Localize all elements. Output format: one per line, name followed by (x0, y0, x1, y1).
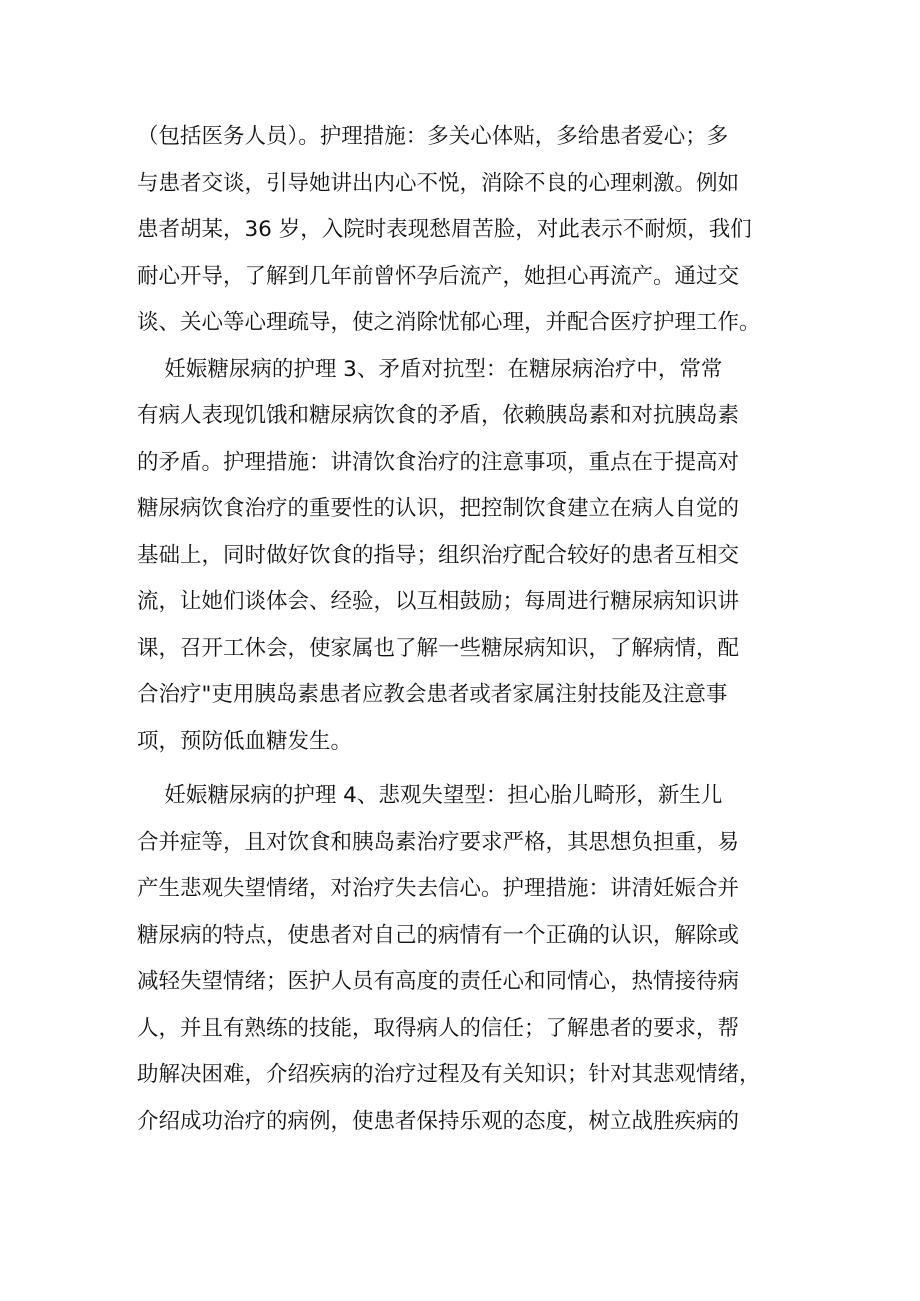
text-line: 合并症等，且对饮食和胰岛素治疗要求严格，其思想负担重，易 (137, 829, 740, 855)
text-line: 减轻失望情绪；医护人员有高度的责任心和同情心，热情接待病 (137, 969, 740, 994)
text-line: 基础上，同时做好饮食的指导；组织治疗配合较好的患者互相交 (137, 542, 740, 568)
text-line: 介绍成功治疗的病例，使患者保持乐观的态度，树立战胜疾病的 (137, 1108, 740, 1134)
text-line: 合治疗"吏用胰岛素患者应教会患者或者家属注射技能及注意事 (137, 682, 728, 707)
text-line: 与患者交谈，引导她讲出内心不悦，消除不良的心理刺激。例如 (137, 170, 740, 196)
paragraph-spacer (137, 765, 797, 773)
text-line: 患者胡某，36 岁，入院时表现愁眉苦脸，对此表示不耐烦，我们 (137, 217, 752, 242)
text-line: 产生悲观失望情绪，对治疗失去信心。护理措施：讲清妊娠合并 (137, 876, 740, 901)
text-line: 耐心开导，了解到几年前曾怀孕后流产，她担心再流产。通过交 (137, 263, 740, 289)
text-line: 妊娠糖尿病的护理 4、悲观失望型：担心胎儿畸形，新生儿 (137, 783, 723, 808)
text-line: 课，召开工休会，使家属也了解一些糖尿病知识，了解病情，配 (137, 635, 740, 661)
body-text (137, 114, 797, 1145)
paragraph-2 (137, 347, 797, 766)
text-line: 谈、关心等心理疏导，使之消除忧郁心理，并配合医疗护理工作。 (137, 310, 761, 335)
text-line: 有病人表现饥饿和糖尿病饮食的矛盾，依赖胰岛素和对抗胰岛素 (137, 403, 740, 428)
paragraph-1 (137, 114, 797, 347)
text-line: 助解决困难，介绍疾病的治疗过程及有关知识；针对其悲观情绪， (137, 1062, 761, 1087)
text-line: 糖尿病饮食治疗的重要性的认识，把控制饮食建立在病人自觉的 (137, 496, 740, 521)
text-line: 的矛盾。护理措施：讲清饮食治疗的注意事项，重点在于提高对 (137, 449, 740, 475)
text-line: 流，让她们谈体会、经验，以互相鼓励；每周进行糖尿病知识讲 (137, 589, 740, 614)
paragraph-3 (137, 773, 797, 1145)
text-line: 项，预防低血糖发生。 (137, 728, 353, 754)
text-line: 人，并且有熟练的技能，取得病人的信任；了解患者的要求，帮 (137, 1015, 740, 1041)
text-line: 糖尿病的特点，使患者对自己的病情有一个正确的认识，解除或 (137, 922, 740, 948)
text-line: 妊娠糖尿病的护理 3、矛盾对抗型：在糖尿病治疗中，常常 (137, 356, 723, 382)
text-line: （包括医务人员）。护理措施：多关心体贴，多给患者爱心；多 (137, 124, 729, 149)
